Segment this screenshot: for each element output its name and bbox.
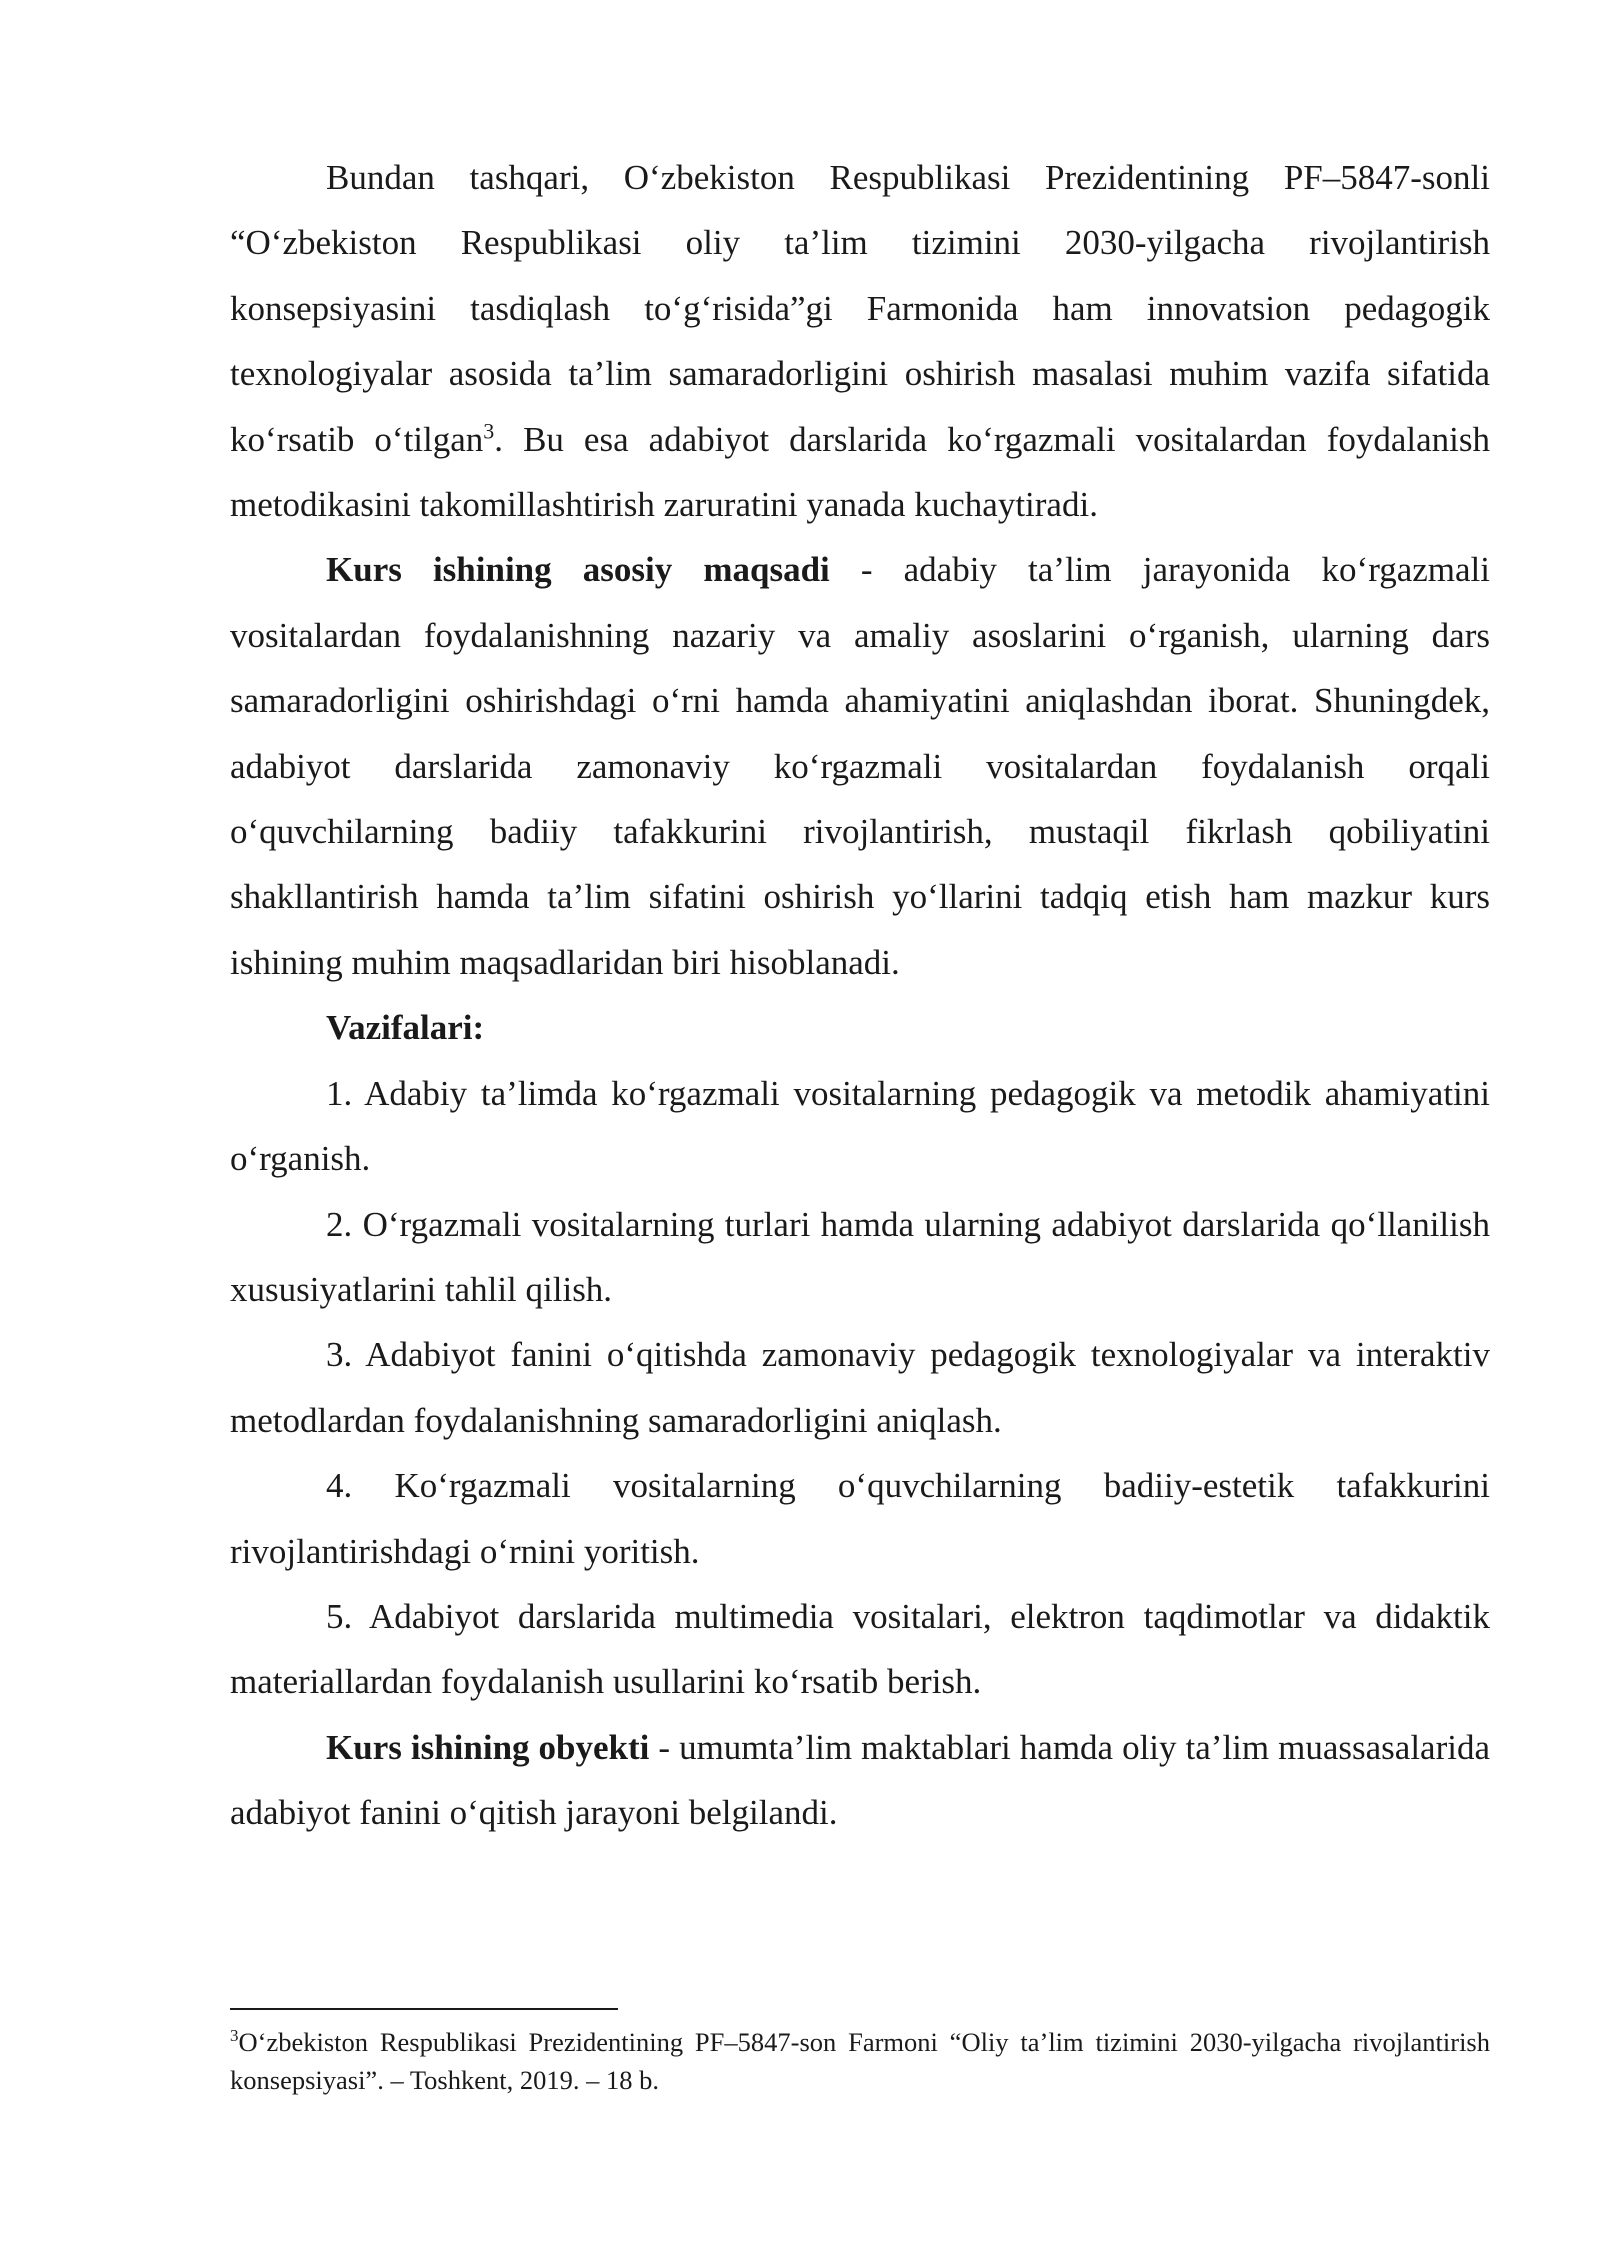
object-heading: Kurs ishining obyekti xyxy=(326,1727,650,1767)
footnote xyxy=(230,2023,1490,2099)
intro-text-a: Bundan tashqari, O‘zbekiston Respublikasi Prezidentining PF–5847-sonli “O‘zbekiston Respublikasi oliy ta’lim tizimini 2030-yilgacha rivojlantirish konsepsiyasini tasdiqlash to‘g‘risida”gi Farmonida ham innovatsion pedagogik texnologiyalar asosida ta’lim samaradorligini oshirish masalasi muhim vazifa sifatida ko‘rsatib o‘tilgan xyxy=(230,158,1490,459)
tasks-heading-paragraph xyxy=(230,995,1490,1060)
document-body xyxy=(230,145,1490,1846)
intro-paragraph xyxy=(230,145,1490,537)
object-paragraph xyxy=(230,1715,1490,1846)
intro-text-b: . Bu esa adabiyot darslarida ko‘rgazmali vositalardan foydalanish metodikasini takomillashtirish zaruratini yanada kuchaytiradi. xyxy=(230,419,1490,525)
tasks-heading: Vazifalari: xyxy=(326,1008,485,1048)
footnote-reference: 3 xyxy=(483,417,495,443)
footnote-text: O‘zbekiston Respublikasi Prezidentining PF–5847-son Farmoni “Oliy ta’lim tizimini 2030-yilgacha rivojlantirish konsepsiyasi”. – Toshkent, 2019. – 18 b. xyxy=(230,2027,1490,2095)
task-item: 4. Ko‘rgazmali vositalarning o‘quvchilarning badiiy-estetik tafakkurini rivojlantirishdagi o‘rnini yoritish. xyxy=(230,1466,1490,1571)
task-item: 2. O‘rgazmali vositalarning turlari hamda ularning adabiyot darslarida qo‘llanilish xususiyatlarini tahlil qilish. xyxy=(230,1204,1490,1309)
aim-heading: Kurs ishining asosiy maqsadi xyxy=(326,550,830,590)
task-item: 1. Adabiy ta’limda ko‘rgazmali vositalarning pedagogik va metodik ahamiyatini o‘rganish. xyxy=(230,1073,1490,1179)
footnote-separator xyxy=(230,2008,618,2010)
task-item: 5. Adabiyot darslarida multimedia vositalari, elektron taqdimotlar va didaktik materiallardan foydalanish usullarini ko‘rsatib berish. xyxy=(230,1596,1490,1702)
aim-text: - adabiy ta’lim jarayonida ko‘rgazmali vositalardan foydalanishning nazariy va amaliy asoslarini o‘rganish, ularning dars samaradorligini oshirishdagi o‘rni hamda ahamiyatini aniqlashdan iborat. Shuningdek, adabiyot darslarida zamonaviy ko‘rgazmali vositalardan foydalanish orqali o‘quvchilarning badiiy tafakkurini rivojlantirish, mustaqil fikrlash qobiliyatini shakllantirish hamda ta’lim sifatini oshirish yo‘llarini tadqiq etish ham mazkur kurs ishining muhim maqsadlaridan biri hisoblanadi. xyxy=(230,550,1490,982)
aim-paragraph xyxy=(230,537,1490,995)
object-text: - umumta’lim maktablari hamda oliy ta’lim muassasalarida adabiyot fanini o‘qitish jarayoni belgilandi. xyxy=(230,1727,1490,1833)
footnote-number: 3 xyxy=(230,2026,239,2046)
task-item: 3. Adabiyot fanini o‘qitishda zamonaviy pedagogik texnologiyalar va interaktiv metodlardan foydalanishning samaradorligini aniqlash. xyxy=(230,1335,1490,1440)
